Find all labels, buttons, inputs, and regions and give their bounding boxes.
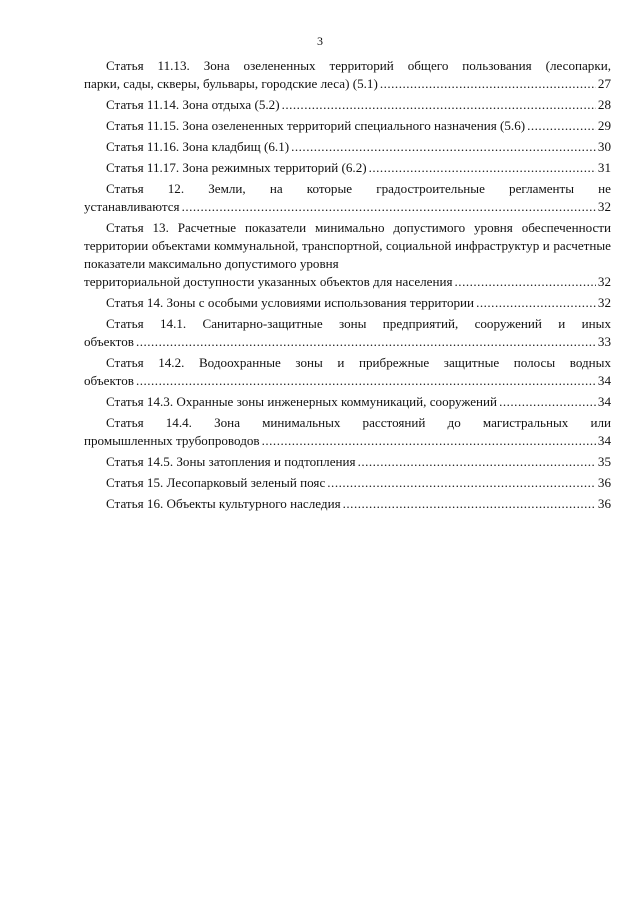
- dot-leader: [369, 159, 596, 177]
- dot-leader: [182, 198, 596, 216]
- toc-entry-text: Статья 11.13. Зона озелененных территорий общего пользования (лесопарки,: [106, 58, 611, 73]
- toc-page-number: 29: [597, 118, 611, 133]
- toc-page-number: 32: [597, 199, 611, 214]
- toc-page-number: 32: [597, 295, 611, 310]
- page-number: 3: [317, 34, 323, 48]
- toc-entry-tail: парки, сады, скверы, бульвары, городские леса) (5.1): [84, 76, 378, 91]
- toc-entry-text: Статья 14.1. Санитарно-защитные зоны предприятий, сооружений и иных: [106, 316, 611, 331]
- toc-page-number: 36: [597, 475, 611, 490]
- toc-page-number: 34: [597, 394, 611, 409]
- toc-entry-tail: Статья 11.17. Зона режимных территорий (6.2): [106, 160, 367, 175]
- toc-entry-tail: Статья 11.14. Зона отдыха (5.2): [106, 97, 280, 112]
- dot-leader: [499, 393, 596, 411]
- toc-page-number: 33: [597, 334, 611, 349]
- dot-leader: [455, 273, 596, 291]
- toc-entry-11-14[interactable]: [84, 96, 611, 114]
- dot-leader: [282, 96, 596, 114]
- dot-leader: [262, 432, 596, 450]
- toc-entry-tail: устанавливаются: [84, 199, 180, 214]
- toc-entry-14[interactable]: [84, 294, 611, 312]
- toc-entry-11-13[interactable]: [84, 57, 611, 93]
- toc-page-number: 31: [597, 160, 611, 175]
- toc-page-number: 27: [597, 76, 611, 91]
- toc-page-number: 32: [597, 274, 611, 289]
- toc-entry-tail: Статья 15. Лесопарковый зеленый пояс: [106, 475, 326, 490]
- dot-leader: [476, 294, 596, 312]
- toc-entry-14-2[interactable]: [84, 354, 611, 390]
- toc-entry-tail: объектов: [84, 373, 134, 388]
- dot-leader: [343, 495, 596, 513]
- dot-leader: [291, 138, 596, 156]
- table-of-contents: [84, 57, 611, 516]
- toc-entry-tail: Статья 11.15. Зона озелененных территорий специального назначения (5.6): [106, 118, 526, 133]
- dot-leader: [358, 453, 596, 471]
- toc-entry-14-1[interactable]: [84, 315, 611, 351]
- toc-entry-12[interactable]: [84, 180, 611, 216]
- toc-entry-text: Статья 12. Земли, на которые градостроительные регламенты не: [106, 181, 611, 196]
- toc-entry-14-4[interactable]: [84, 414, 611, 450]
- toc-entry-tail: Статья 16. Объекты культурного наследия: [106, 496, 341, 511]
- toc-entry-tail: объектов: [84, 334, 134, 349]
- toc-entry-11-17[interactable]: [84, 159, 611, 177]
- dot-leader: [136, 372, 596, 390]
- toc-entry-tail: промышленных трубопроводов: [84, 433, 260, 448]
- toc-page-number: 34: [597, 433, 611, 448]
- toc-entry-text: Статья 13. Расчетные показатели минимально допустимого уровня обеспеченности территории объектами коммунальной, транспортной, социальной инфраструктур и расчетные показатели максимально допустимого уровня: [84, 220, 611, 271]
- toc-page-number: 30: [597, 139, 611, 154]
- toc-entry-16[interactable]: [84, 495, 611, 513]
- toc-entry-tail: Статья 11.16. Зона кладбищ (6.1): [106, 139, 290, 154]
- toc-entry-11-15[interactable]: [84, 117, 611, 135]
- toc-entry-tail: территориальной доступности указанных объектов для населения: [84, 274, 453, 289]
- toc-entry-text: Статья 14.2. Водоохранные зоны и прибрежные защитные полосы водных: [106, 355, 611, 370]
- toc-entry-14-5[interactable]: [84, 453, 611, 471]
- toc-entry-11-16[interactable]: [84, 138, 611, 156]
- dot-leader: [136, 333, 596, 351]
- dot-leader: [327, 474, 596, 492]
- toc-entry-tail: Статья 14.3. Охранные зоны инженерных коммуникаций, сооружений: [106, 394, 498, 409]
- toc-entry-tail: Статья 14.5. Зоны затопления и подтопления: [106, 454, 356, 469]
- toc-page-number: 36: [597, 496, 611, 511]
- toc-entry-15[interactable]: [84, 474, 611, 492]
- toc-entry-13[interactable]: [84, 219, 611, 291]
- dot-leader: [527, 117, 596, 135]
- toc-entry-14-3[interactable]: [84, 393, 611, 411]
- toc-page-number: 35: [597, 454, 611, 469]
- toc-page-number: 34: [597, 373, 611, 388]
- toc-entry-tail: Статья 14. Зоны с особыми условиями использования территории: [106, 295, 475, 310]
- toc-page-number: 28: [597, 97, 611, 112]
- toc-entry-text: Статья 14.4. Зона минимальных расстояний до магистральных или: [106, 415, 611, 430]
- dot-leader: [380, 75, 596, 93]
